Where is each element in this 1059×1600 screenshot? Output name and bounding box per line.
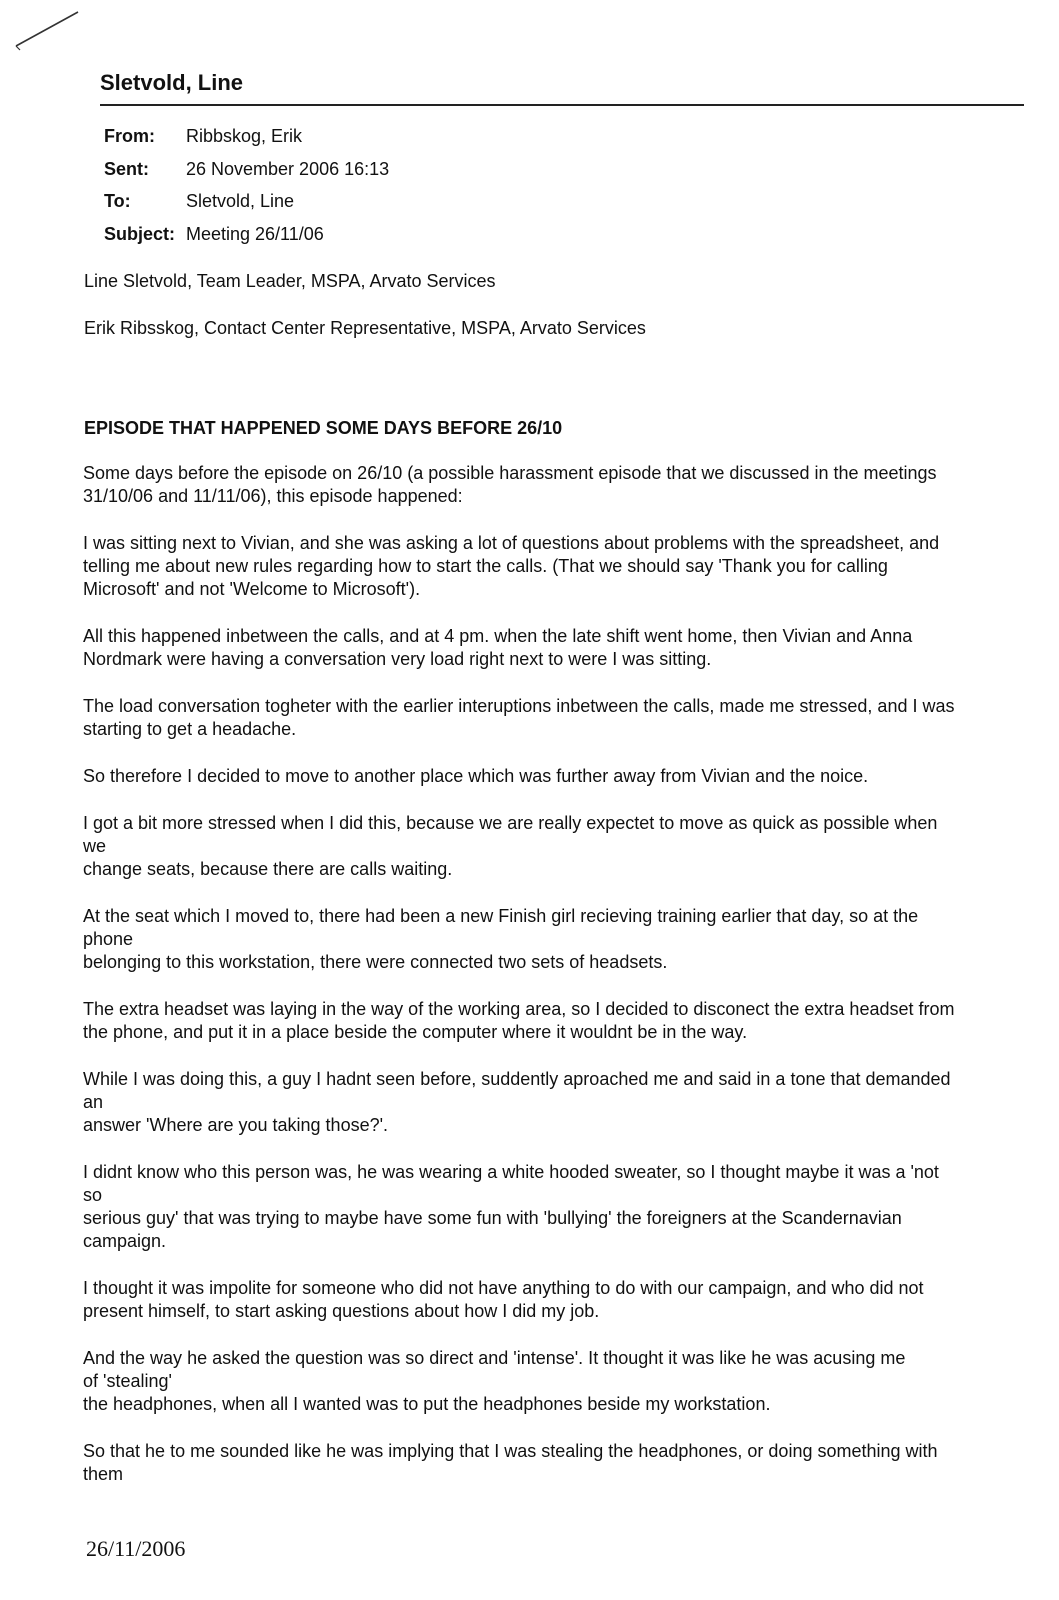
email-header <box>104 120 389 250</box>
paragraph: The extra headset was laying in the way of the working area, so I decided to disconect the extra headset from the phone, and put it in a place beside the computer where it wouldnt be in the way. <box>83 999 955 1042</box>
participant-line-2: Erik Ribsskog, Contact Center Representative, MSPA, Arvato Services <box>84 318 646 338</box>
participant-line-1: Line Sletvold, Team Leader, MSPA, Arvato Services <box>84 271 496 291</box>
subject-label: Subject: <box>104 223 176 244</box>
subject-row <box>104 218 389 251</box>
paragraph: At the seat which I moved to, there had been a new Finish girl recieving training earlier that day, so at the phone belonging to this workstation, there were connected two sets of headsets. <box>83 906 919 972</box>
sent-label: Sent: <box>104 158 149 179</box>
paragraph: So therefore I decided to move to another place which was further away from Vivian and the noice. <box>83 766 869 786</box>
sent-value: 26 November 2006 16:13 <box>186 158 390 179</box>
to-value: Sletvold, Line <box>186 191 295 211</box>
paragraph: And the way he asked the question was so direct and 'intense'. It thought it was like he was acusing me of 'stealing' the headphones, when all I wanted was to put the headphones beside my workstation. <box>83 1348 906 1414</box>
sheet-title: Sletvold, Line <box>100 70 244 95</box>
paragraph: I thought it was impolite for someone who did not have anything to do with our campaign, and who did not present himself, to start asking questions about how I did my job. <box>83 1278 924 1321</box>
to-row <box>104 185 389 218</box>
episode-heading: EPISODE THAT HAPPENED SOME DAYS BEFORE 26/10 <box>84 418 563 438</box>
paragraph: All this happened inbetween the calls, and at 4 pm. when the late shift went home, then Vivian and Anna Nordmark were having a conversation very load right next to were I was sitting. <box>83 626 913 669</box>
paragraph: I didnt know who this person was, he was wearing a white hooded sweater, so I thought maybe it was a 'not so serious guy' that was trying to maybe have some fun with 'bullying' the foreigners at the Scandernavian campaign. <box>83 1162 939 1251</box>
paragraph: Some days before the episode on 26/10 (a possible harassment episode that we discussed in the meetings 31/10/06 and 11/11/06), this episode happened: <box>83 463 937 506</box>
paragraph: The load conversation togheter with the earlier interuptions inbetween the calls, made me stressed, and I was starting to get a headache. <box>83 696 955 739</box>
footer-date: 26/11/2006 <box>86 1536 186 1561</box>
paragraph: I was sitting next to Vivian, and she was asking a lot of questions about problems with the spreadsheet, and telling me about new rules regarding how to start the calls. (That we should say 'Thank you for calling Microsoft' and not 'Welcome to Microsoft'). <box>83 533 940 599</box>
from-value: Ribbskog, Erik <box>186 126 303 146</box>
paragraph: So that he to me sounded like he was implying that I was stealing the headphones, or doing something with them <box>83 1441 938 1484</box>
subject-value: Meeting 26/11/06 <box>186 223 324 244</box>
sent-row <box>104 153 389 186</box>
paragraph: While I was doing this, a guy I hadnt seen before, suddently aproached me and said in a tone that demanded an answer 'Where are you taking those?'. <box>83 1069 951 1135</box>
to-label: To: <box>104 191 131 211</box>
from-label: From: <box>104 126 155 146</box>
pen-stroke-icon <box>12 8 82 53</box>
title-rule <box>100 104 1024 106</box>
paragraph: I got a bit more stressed when I did this, because we are really expectet to move as quick as possible when we change seats, because there are calls waiting. <box>83 813 938 879</box>
from-row <box>104 120 389 153</box>
body-text <box>83 462 1033 1510</box>
